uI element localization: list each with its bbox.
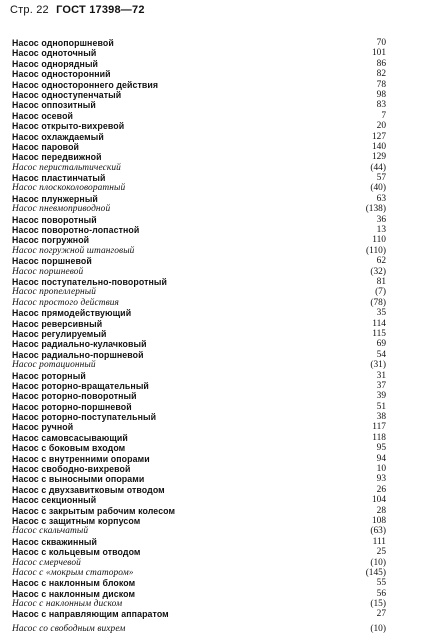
entry-term: Насос поршневой [12, 256, 92, 267]
entry-term: Насос с внутренними опорами [12, 453, 150, 464]
entry-term: Насос скважинный [12, 536, 98, 547]
entry-term: Насос реверсивный [12, 318, 103, 329]
index-entry [12, 516, 386, 526]
entry-term: Насос с кольцевым отводом [12, 547, 141, 558]
index-entry [12, 391, 386, 401]
entry-number: 108 [371, 515, 386, 526]
entry-term: Насос с «мокрым статором» [12, 567, 134, 578]
entry-term: Насос с выносными опорами [12, 474, 145, 485]
entry-number: 94 [376, 453, 386, 464]
index-entry [12, 308, 386, 318]
index-entry [12, 90, 386, 100]
entry-number: 140 [371, 141, 386, 152]
entry-term: Насос с наклонным диском [12, 588, 136, 599]
entry-term: Насос с боковым входом [12, 443, 126, 454]
index-entry [12, 568, 386, 578]
page-header [10, 4, 145, 16]
index-entry [12, 443, 386, 453]
entry-term: Насос погружной штанговый [12, 245, 135, 256]
entry-number: 70 [376, 38, 386, 48]
index-entry [12, 578, 386, 588]
page-number: Стр. 22 [10, 4, 49, 16]
index-entry [12, 371, 386, 381]
index-entry [12, 485, 386, 495]
index-entry [12, 132, 386, 142]
entry-number: 37 [376, 380, 386, 391]
entry-term: Насос с защитным корпусом [12, 515, 141, 526]
index-entry [12, 100, 386, 110]
entry-number: 10 [376, 464, 386, 475]
entry-term: Насос однорядный [12, 58, 99, 69]
entry-term: Насос охлаждаемый [12, 131, 104, 142]
entry-term: Насос одноточный [12, 48, 97, 59]
index-entry [12, 246, 386, 256]
entry-number: 13 [376, 225, 386, 236]
entry-number: 82 [376, 69, 386, 80]
index-entry [12, 204, 386, 214]
entry-term: Насос смерчевой [12, 557, 81, 568]
entry-term: Насос самовсасывающий [12, 432, 128, 443]
index-entry [12, 329, 386, 339]
index-entry [12, 339, 386, 349]
index-entry [12, 319, 386, 329]
entry-term: Насос с направляющим аппаратом [12, 609, 169, 620]
entry-number: (40) [370, 183, 386, 194]
index-entry [12, 537, 386, 547]
entry-term: Насос роторно-вращательный [12, 380, 149, 391]
entry-number: 86 [376, 58, 386, 69]
entry-term: Насос пневмоприводной [12, 204, 111, 215]
entry-number: 83 [376, 100, 386, 111]
index-entry [12, 194, 386, 204]
term-index-list [12, 38, 386, 634]
index-entry [12, 277, 386, 287]
entry-term: Насос поступательно-поворотный [12, 276, 168, 287]
entry-term: Насос простого действия [12, 297, 119, 308]
entry-number: 26 [376, 484, 386, 495]
index-entry [12, 495, 386, 505]
entry-number: (145) [365, 567, 386, 578]
entry-number: (44) [370, 162, 386, 173]
index-entry [12, 235, 386, 245]
entry-number: 56 [376, 588, 386, 599]
index-entry [12, 69, 386, 79]
index-entry [12, 142, 386, 152]
entry-number: 54 [376, 349, 386, 360]
entry-number: 39 [376, 391, 386, 402]
index-entry [12, 267, 386, 277]
entry-number: 38 [376, 412, 386, 423]
entry-number: 117 [372, 422, 386, 433]
index-entry [12, 121, 386, 131]
index-entry [12, 183, 386, 193]
entry-number: 78 [376, 79, 386, 90]
index-entry [12, 350, 386, 360]
entry-term: Насос с закрытым рабочим колесом [12, 505, 176, 516]
entry-number: (63) [370, 526, 386, 537]
entry-number: 104 [371, 495, 386, 506]
index-entry [12, 454, 386, 464]
index-entry [12, 225, 386, 235]
index-entry [12, 360, 386, 370]
entry-number: (31) [370, 360, 386, 371]
entry-term: Насос перистальтический [12, 162, 121, 173]
entry-number: 25 [376, 547, 386, 558]
entry-number: 93 [376, 474, 386, 485]
entry-term: Насос роторно-поворотный [12, 391, 137, 402]
index-entry [12, 589, 386, 599]
entry-number: 101 [371, 48, 386, 59]
index-entry [12, 256, 386, 266]
index-entry [12, 624, 386, 634]
index-entry [12, 38, 386, 48]
entry-term: Насос свободно-вихревой [12, 464, 131, 475]
entry-number: 28 [376, 505, 386, 516]
entry-number: 69 [376, 339, 386, 350]
entry-number: (138) [365, 204, 386, 215]
entry-term: Насос с двухзавитковым отводом [12, 484, 165, 495]
entry-term: Насос ротационный [12, 360, 96, 371]
index-entry [12, 609, 386, 619]
entry-term: Насос пропеллерный [12, 287, 97, 298]
entry-term: Насос с наклонным диском [12, 599, 123, 610]
index-entry [12, 48, 386, 58]
entry-number: 31 [376, 370, 386, 381]
entry-number: (15) [370, 599, 386, 610]
entry-term: Насос радиально-кулачковый [12, 339, 147, 350]
index-entry [12, 547, 386, 557]
entry-number: (32) [370, 266, 386, 277]
entry-term: Насос прямодействующий [12, 308, 132, 319]
index-entry [12, 152, 386, 162]
entry-term: Насос роторно-поршневой [12, 401, 132, 412]
entry-term: Насос плоскоколоворатный [12, 183, 126, 194]
entry-number: 81 [376, 276, 386, 287]
index-entry [12, 422, 386, 432]
entry-number: 111 [372, 536, 386, 547]
entry-term: Насос односторонний [12, 69, 111, 80]
entry-term: Насос передвижной [12, 152, 102, 163]
entry-term: Насос одностороннего действия [12, 79, 159, 90]
entry-number: 127 [371, 131, 386, 142]
index-entry [12, 558, 386, 568]
entry-term: Насос открыто-вихревой [12, 121, 125, 132]
entry-term: Насос паровой [12, 141, 80, 152]
index-entry [12, 163, 386, 173]
index-entry [12, 433, 386, 443]
entry-term: Насос регулируемый [12, 328, 107, 339]
entry-number: (10) [370, 557, 386, 568]
standard-designation: ГОСТ 17398—72 [56, 4, 145, 16]
entry-number: 57 [376, 173, 386, 184]
entry-term: Насос радиально-поршневой [12, 349, 144, 360]
index-entry [12, 381, 386, 391]
entry-number: 114 [372, 318, 386, 329]
entry-term: Насос осевой [12, 110, 74, 121]
entry-number: 7 [381, 110, 386, 121]
index-entry [12, 173, 386, 183]
entry-number: 36 [376, 214, 386, 225]
entry-number: (7) [375, 287, 386, 298]
index-entry [12, 80, 386, 90]
index-entry [12, 111, 386, 121]
entry-term: Насос скальчатый [12, 526, 89, 537]
entry-number: 20 [376, 121, 386, 132]
entry-number: 62 [376, 256, 386, 267]
entry-number: 110 [372, 235, 386, 246]
index-entry [12, 215, 386, 225]
entry-number: 35 [376, 308, 386, 319]
entry-number: (110) [366, 245, 386, 256]
entry-term: Насос погружной [12, 235, 90, 246]
entry-number: 27 [376, 609, 386, 620]
entry-number: 115 [372, 328, 386, 339]
entry-term: Насос пластинчатый [12, 173, 106, 184]
index-entry [12, 287, 386, 297]
entry-term: Насос роторно-поступательный [12, 412, 157, 423]
entry-number: 55 [376, 578, 386, 589]
entry-term: Насос секционный [12, 495, 97, 506]
index-entry [12, 474, 386, 484]
index-entry [12, 412, 386, 422]
entry-term: Насос со свободным вихрем [12, 623, 126, 634]
entry-term: Насос оппозитный [12, 100, 96, 111]
index-entry [12, 526, 386, 536]
index-entry [12, 402, 386, 412]
entry-term: Насос плунжерный [12, 193, 98, 204]
index-entry [12, 506, 386, 516]
entry-term: Насос поршневой [12, 266, 84, 277]
entry-number: (10) [370, 623, 386, 634]
entry-number: 98 [376, 89, 386, 100]
entry-term: Насос поворотно-лопастной [12, 225, 140, 236]
entry-term: Насос однопоршневой [12, 38, 114, 48]
index-entry [12, 298, 386, 308]
index-entry [12, 599, 386, 609]
entry-term: Насос одноступенчатый [12, 89, 122, 100]
entry-term: Насос ручной [12, 422, 74, 433]
entry-number: 129 [371, 152, 386, 163]
entry-term: Насос поворотный [12, 214, 97, 225]
index-entry [12, 59, 386, 69]
entry-number: (78) [370, 297, 386, 308]
entry-number: 63 [376, 193, 386, 204]
index-entry [12, 464, 386, 474]
entry-number: 118 [372, 432, 386, 443]
entry-number: 51 [376, 401, 386, 412]
entry-term: Насос с наклонным блоком [12, 578, 136, 589]
entry-term: Насос роторный [12, 370, 86, 381]
entry-number: 95 [376, 443, 386, 454]
